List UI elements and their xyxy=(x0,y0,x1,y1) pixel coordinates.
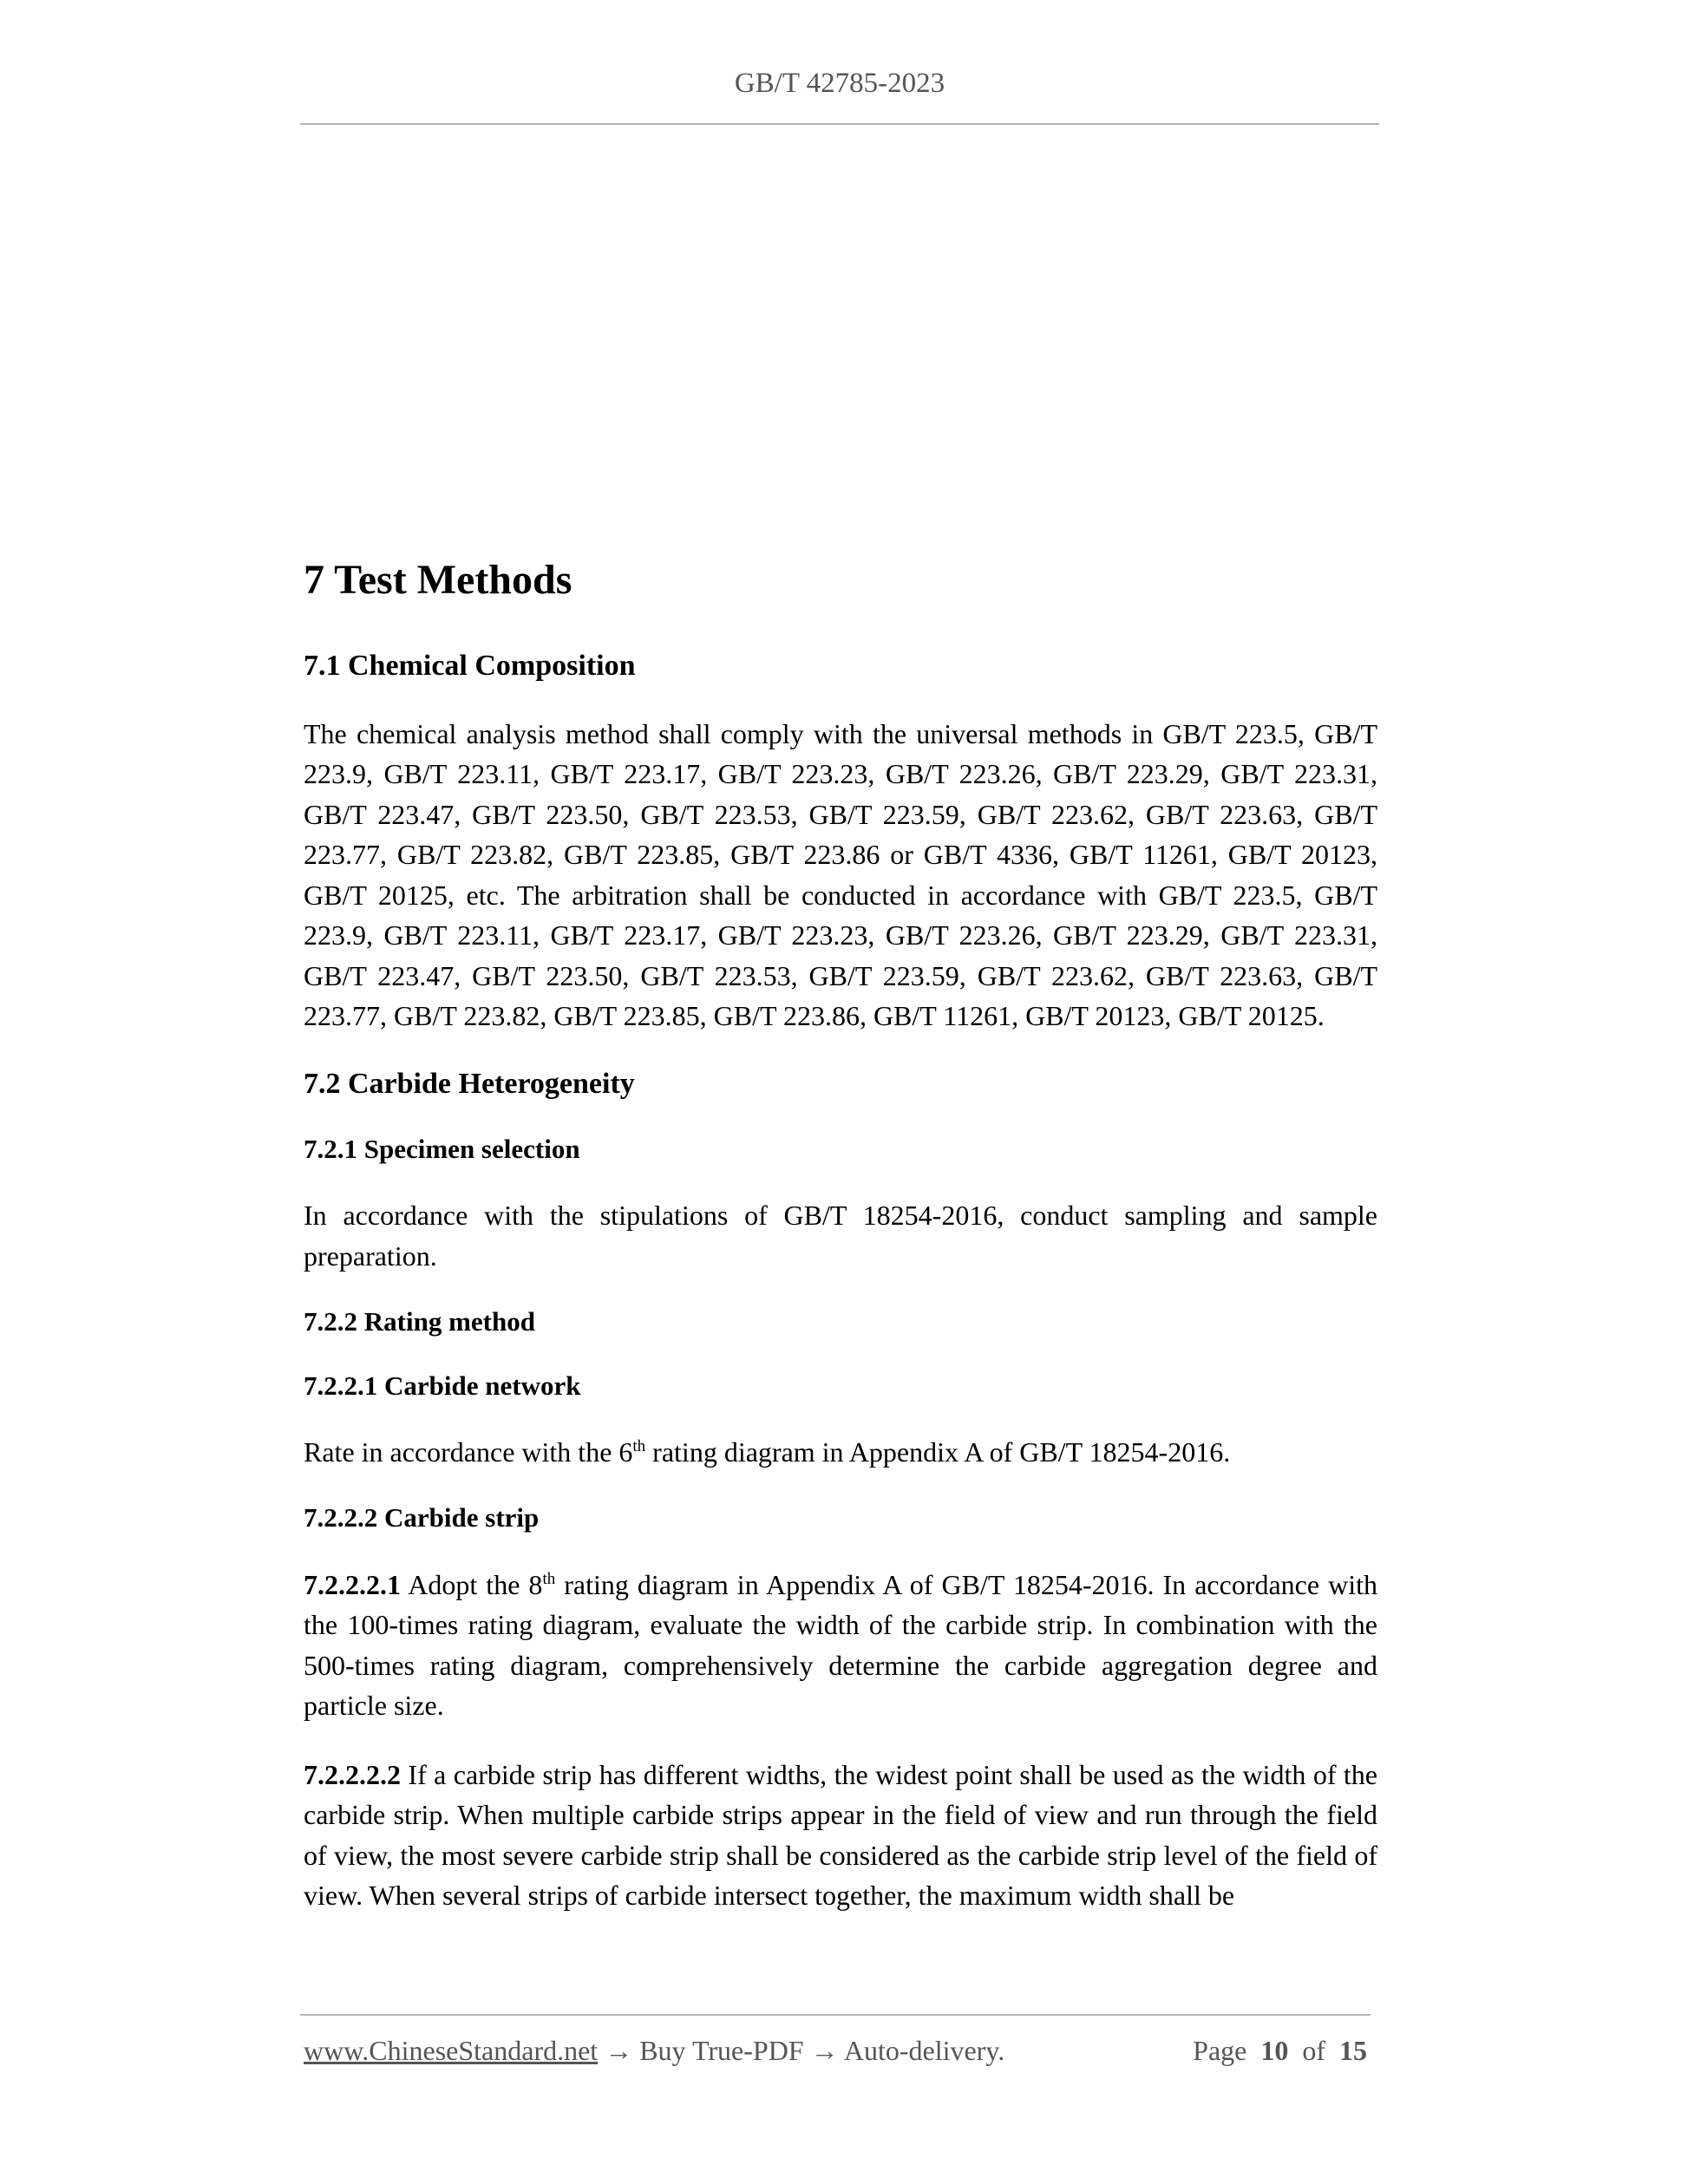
footer-promo xyxy=(304,2035,1004,2067)
clause-7-2-2-2-1-text xyxy=(304,1565,1377,1726)
clause-7-2-2-2-2-text xyxy=(304,1755,1377,1916)
subsection-7-1-text: The chemical analysis method shall comply with the universal methods in GB/T 223.5, GB/T 223.9, GB/T 223.11, GB/T 223.17, GB/T 223.23, GB/T 223.26, GB/T 223.29, GB/T 223.31, GB/T 223.47, GB/T 223.50, GB/T 223.53, GB/T 223.59, GB/T 223.62, GB/T 223.63, GB/T 223.77, GB/T 223.82, GB/T 223.85, GB/T 223.86 or GB/T 4336, GB/T 11261, GB/T 20123, GB/T 20125, etc. The arbitration shall be conducted in accordance with GB/T 223.5, GB/T 223.9, GB/T 223.11, GB/T 223.17, GB/T 223.23, GB/T 223.26, GB/T 223.29, GB/T 223.31, GB/T 223.47, GB/T 223.50, GB/T 223.53, GB/T 223.59, GB/T 223.62, GB/T 223.63, GB/T 223.77, GB/T 223.82, GB/T 223.85, GB/T 223.86, GB/T 11261, GB/T 20123, GB/T 20125. xyxy=(304,717,1377,1032)
clause-7-2-2-1-text xyxy=(304,1432,1377,1473)
page-current: 10 xyxy=(1260,2035,1289,2066)
page-label: Page xyxy=(1193,2035,1247,2066)
ordinal-suffix: th xyxy=(632,1436,646,1455)
clause-7-2-2-2-1-text-a: Adopt the 8 xyxy=(401,1568,543,1600)
clause-7-2-2-1-title: 7.2.2.1 Carbide network xyxy=(304,1370,581,1401)
clause-7-2-2-2-2-body: If a carbide strip has different widths, the widest point shall be used as the width of the carbide strip. When multiple carbide strips appear in the field of view and run through the field of view, the most severe carbide strip shall be considered as the carbide strip level of the field of view. When several strips of carbide intersect together, the maximum width shall be xyxy=(304,1758,1377,1912)
clause-7-2-2-2-title: 7.2.2.2 Carbide strip xyxy=(304,1502,540,1533)
clause-7-2-2-title: 7.2.2 Rating method xyxy=(304,1306,535,1337)
of-label: of xyxy=(1302,2035,1325,2066)
clause-7-2-2-1-text-a: Rate in accordance with the 6 xyxy=(304,1435,633,1468)
footer-divider xyxy=(300,2014,1371,2016)
page-content xyxy=(304,555,1377,1945)
page-total: 15 xyxy=(1339,2035,1367,2066)
clause-7-2-2-1-text-b: rating diagram in Appendix A of GB/T 18254-2016. xyxy=(645,1435,1231,1468)
clause-7-2-1-text: In accordance with the stipulations of GB/T 18254-2016, conduct sampling and sample preparation. xyxy=(304,1200,1377,1272)
subsection-7-2-title: 7.2 Carbide Heterogeneity xyxy=(304,1067,635,1100)
section-title: 7 Test Methods xyxy=(304,557,572,603)
page-indicator xyxy=(1193,2035,1367,2067)
header-divider xyxy=(300,123,1379,125)
ordinal-suffix: th xyxy=(542,1569,556,1588)
arrow-right-icon: → xyxy=(810,2035,839,2066)
header-doc-code: GB/T 42785-2023 xyxy=(734,68,945,99)
clause-7-2-1-title: 7.2.1 Specimen selection xyxy=(304,1133,580,1164)
subsection-7-1-title: 7.1 Chemical Composition xyxy=(304,649,636,682)
clause-number: 7.2.2.2.2 xyxy=(304,1758,401,1790)
buy-text: Buy True-PDF xyxy=(639,2035,804,2066)
clause-number: 7.2.2.2.1 xyxy=(304,1568,401,1600)
clause-7-2-2-2-1-text-b: rating diagram in Appendix A of GB/T 18254-2016. In accordance with the 100-times rating diagram, evaluate the width of the carbide strip. In combination with the 500-times rating diagram, comprehensively determine the carbide aggregation degree and particle size. xyxy=(304,1568,1378,1722)
arrow-right-icon: → xyxy=(605,2035,633,2066)
website-link[interactable]: www.ChineseStandard.net xyxy=(304,2035,599,2066)
delivery-text: Auto-delivery. xyxy=(843,2035,1005,2066)
